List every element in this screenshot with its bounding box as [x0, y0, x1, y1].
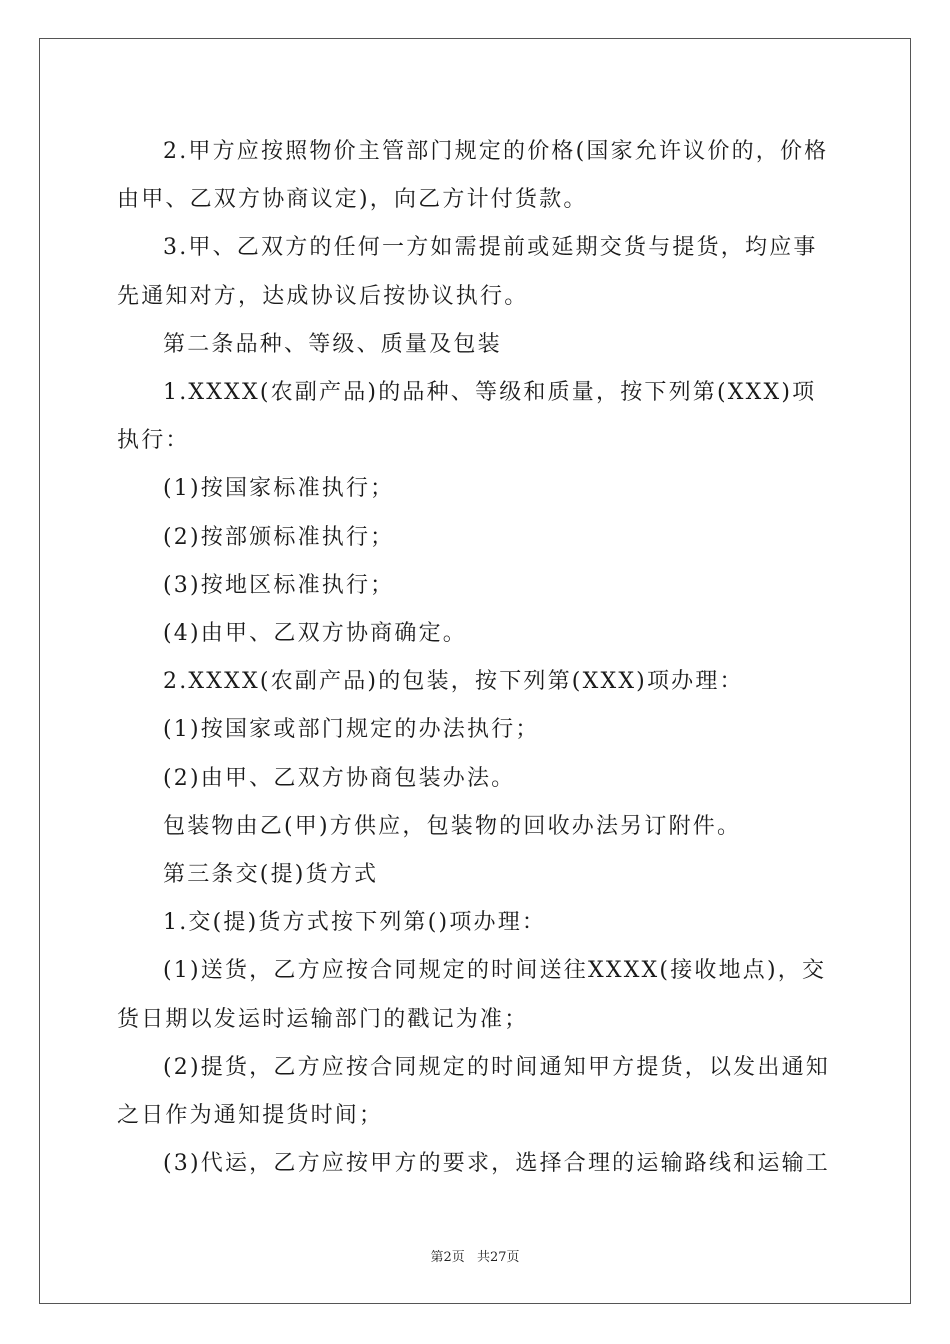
list-item: (1)送货，乙方应按合同规定的时间送往XXXX(接收地点)，交货日期以发运时运输部门的戳记为准； — [117, 958, 827, 1032]
section-heading: 第三条交(提)货方式 — [163, 862, 379, 888]
paragraph: 1.交(提)货方式按下列第()项办理： — [163, 910, 547, 936]
list-item: (1)按国家或部门规定的办法执行； — [163, 717, 540, 743]
list-item: (2)由甲、乙双方协商包装办法。 — [163, 765, 516, 791]
paragraph: 包装物由乙(甲)方供应，包装物的回收办法另订附件。 — [163, 813, 742, 839]
list-item: (3)按地区标准执行； — [163, 572, 395, 598]
list-item: (2)提货，乙方应按合同规定的时间通知甲方提货，以发出通知之日作为通知提货时间； — [117, 1054, 830, 1129]
paragraph: 2.XXXX(农副产品)的包装，按下列第(XXX)项办理： — [163, 669, 744, 695]
list-item: (3)代运，乙方应按甲方的要求，选择合理的运输路线和运输工 — [163, 1151, 830, 1177]
list-item: (1)按国家标准执行； — [163, 476, 395, 502]
page-footer — [0, 1246, 950, 1265]
page-number: 第2页 — [430, 1250, 465, 1265]
list-item: (4)由甲、乙双方协商确定。 — [163, 621, 467, 647]
document-body — [117, 128, 835, 1188]
paragraph: 1.XXXX(农副产品)的品种、等级和质量，按下列第(XXX)项执行： — [117, 380, 817, 454]
list-item: (2)按部颁标准执行； — [163, 524, 395, 550]
section-heading: 第二条品种、等级、质量及包装 — [163, 331, 502, 357]
paragraph: 3.甲、乙双方的任何一方如需提前或延期交货与提货，均应事先通知对方，达成协议后按协议执行。 — [117, 235, 818, 309]
paragraph: 2.甲方应按照物价主管部门规定的价格(国家允许议价的，价格由甲、乙双方协商议定)，向乙方计付货款。 — [117, 139, 829, 213]
page-total: 共27页 — [476, 1250, 520, 1265]
